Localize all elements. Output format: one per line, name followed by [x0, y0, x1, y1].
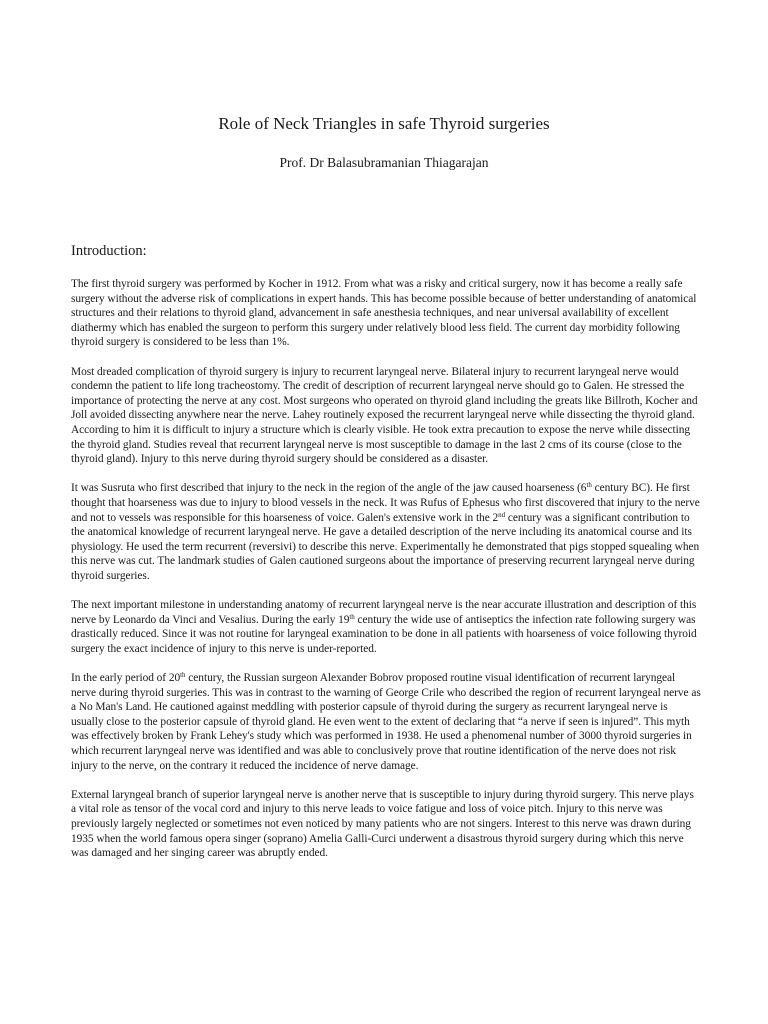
section-heading: Introduction:	[71, 243, 147, 259]
superscript-th: th	[180, 671, 186, 680]
document-author: Prof. Dr Balasubramanian Thiagarajan	[279, 155, 489, 170]
paragraph-3-part-b: century BC). He first thought that hoarseness was due to injury to blood vessels in the neck. It was Rufus of Ephesus who first discovered that injury to the nerve and not to vessels was responsible for this hoarseness of voice. Galen's extensive work in the 2	[71, 482, 700, 524]
paragraph-1: The first thyroid surgery was performed by Kocher in 1912. From what was a risky and critical surgery, now it has become a really safe surgery without the adverse risk of complications in expert hands. This has become possible because of better understanding of anatomical structures and their relations to thyroid gland, advancement in safe anesthesia techniques, and near universal availability of excellent diathermy which has enabled the surgeon to perform this surgery under relatively blood less field. The current day morbidity following thyroid surgery is considered to be less than 1%.	[71, 278, 697, 349]
paragraph-5-part-a: In the early period of 20	[71, 672, 181, 685]
paragraph-3	[71, 481, 701, 583]
paragraph-4-part-a: The next important milestone in understanding anatomy of recurrent laryngeal nerve is the near accurate illustration and description of this nerve by Leonardo da Vinci and Vesalius. During the early 19	[71, 599, 697, 626]
paragraph-4	[71, 598, 701, 656]
superscript-th: th	[586, 481, 592, 490]
paragraph-5	[71, 671, 701, 773]
document-title: Role of Neck Triangles in safe Thyroid surgeries	[218, 114, 550, 133]
paragraph-5-part-b: century, the Russian surgeon Alexander Bobrov proposed routine visual identification of recurrent laryngeal nerve during thyroid surgeries. This was in contrast to the warning of George Crile who described the region of recurrent laryngeal nerve as a No Man's Land. He cautioned against meddling with posterior capsule of thyroid during the surgery as recurrent laryngeal nerve is usually close to the posterior capsule of thyroid gland. He even went to the extent of declaring that “a nerve if seen is injured”. This myth was effectively broken by Frank Lehey's study which was performed in 1938. He used a phenomenal number of 3000 thyroid surgeries in which recurrent laryngeal nerve was identified and was able to conclusively prove that routine identification of the nerve does not risk injury to the nerve, on the contrary it reduced the incidence of nerve damage.	[71, 672, 701, 772]
superscript-nd: nd	[498, 510, 506, 519]
paragraph-3-part-c: century was a significant contribution to the anatomical knowledge of recurrent laryngeal nerve. He gave a detailed description of the nerve including its anatomical course and its physiology. He used the term recurrent (reversivi) to describe this nerve. Experimentally he demonstrated that pigs stopped squealing when this nerve was cut. The landmark studies of Galen cautioned surgeons about the importance of preserving recurrent laryngeal nerve during thyroid surgeries.	[71, 511, 700, 582]
paragraph-2: Most dreaded complication of thyroid surgery is injury to recurrent laryngeal nerve. Bilateral injury to recurrent laryngeal nerve would condemn the patient to life long tracheostomy. The credit of description of recurrent laryngeal nerve should go to Galen. He stressed the importance of protecting the nerve at any cost. Most surgeons who operated on thyroid gland including the greats like Billroth, Kocher and Joll avoided dissecting anywhere near the nerve. Lahey routinely exposed the recurrent laryngeal nerve while dissecting the thyroid gland. According to him it is difficult to injury a structure which is clearly visible. He took extra precaution to expose the nerve while dissecting the thyroid gland. Studies reveal that recurrent laryngeal nerve is most susceptible to damage in the last 2 cms of its course (close to the thyroid gland). Injury to this nerve during thyroid surgery should be considered as a disaster.	[71, 365, 698, 466]
paragraph-3-part-a: It was Susruta who first described that injury to the neck in the region of the angle of the jaw caused hoarseness (6	[71, 482, 587, 495]
paragraph-6: External laryngeal branch of superior laryngeal nerve is another nerve that is susceptible to injury during thyroid surgery. This nerve plays a vital role as tensor of the vocal cord and injury to this nerve leads to voice fatigue and loss of voice pitch. Injury to this nerve was previously largely neglected or sometimes not even noticed by many patients who are not singers. Interest to this nerve was drawn during 1935 when the world famous opera singer (soprano) Amelia Galli-Curci underwent a disastrous thyroid surgery during which this nerve was damaged and her singing career was abruptly ended.	[71, 788, 694, 860]
paragraph-4-part-b: century the wide use of antiseptics the infection rate following surgery was drastically reduced. Since it was not routine for laryngeal examination to be done in all patients with hoarseness of voice following thyroid surgery the exact incidence of injury to this nerve is under-reported.	[71, 613, 697, 655]
superscript-th: th	[349, 612, 355, 621]
document-body	[71, 277, 701, 875]
